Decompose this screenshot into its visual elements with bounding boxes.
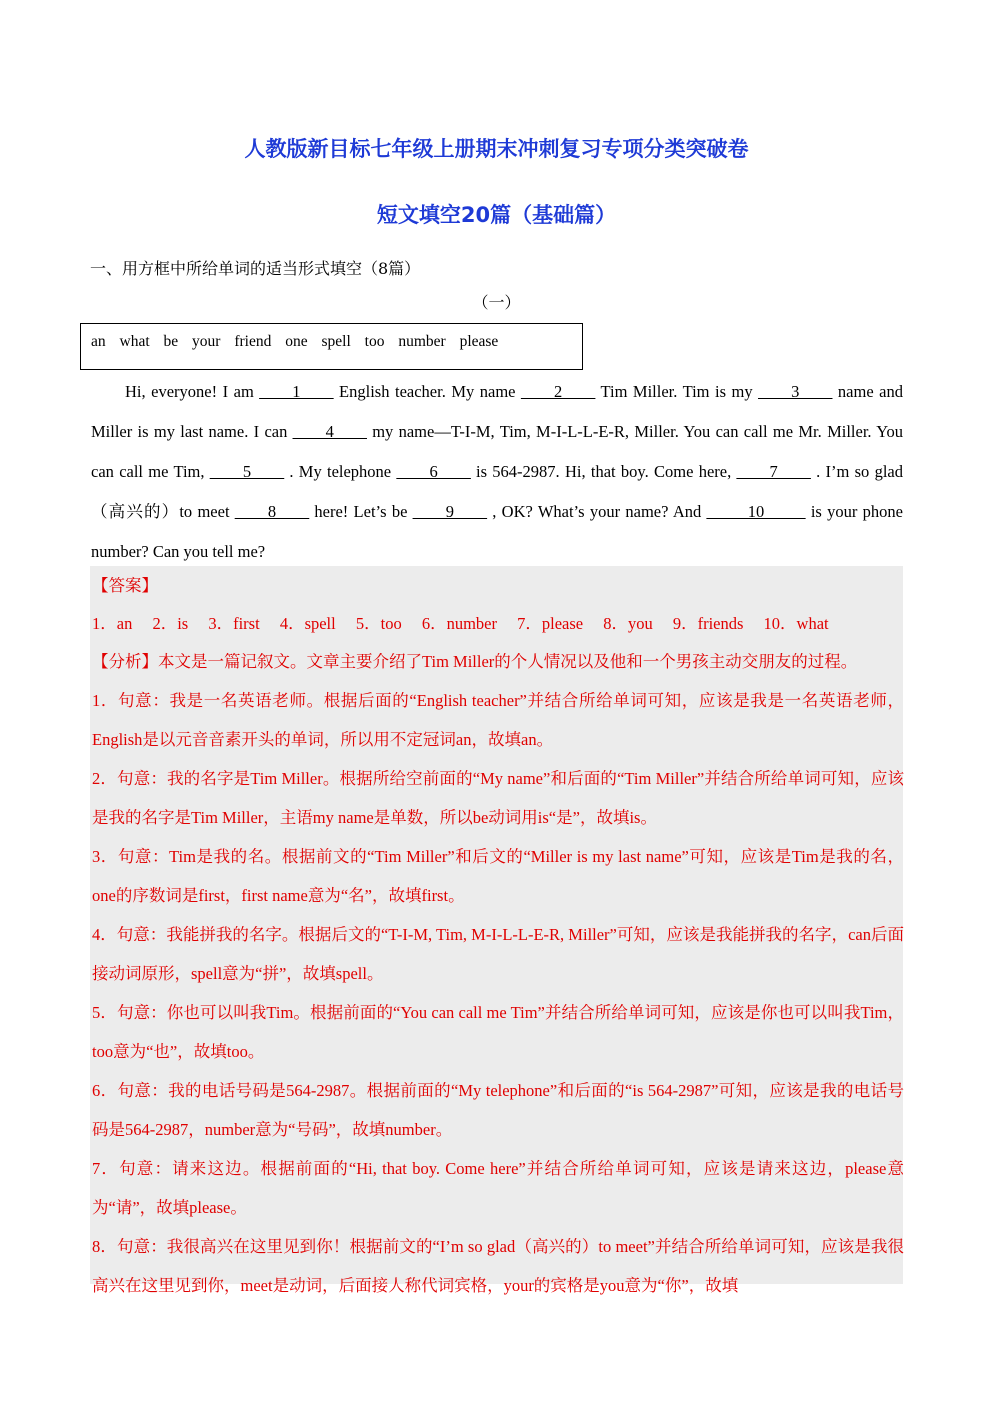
- blank-2: ____2____: [521, 382, 596, 401]
- analysis-item-2: 2．句意：我的名字是Tim Miller。根据所给空前面的“My name”和后面的“Tim Miller”并结合所给单词可知，应该是我的名字是Tim Miller，主语my name是单数，所以be动词用is“是”，故填is。: [92, 769, 904, 827]
- blank-1: ____1____: [259, 382, 334, 401]
- word-box-item: spell: [321, 333, 351, 350]
- answer-item: 2．is: [152, 614, 189, 633]
- blank-4: ____4____: [292, 422, 367, 441]
- word-box: [80, 323, 583, 370]
- passage-text: , OK? What’s your name? And: [486, 502, 707, 521]
- word-box-item: an: [91, 333, 106, 350]
- answer-heading: 【答案】: [92, 576, 158, 595]
- passage-text: . My telephone: [284, 462, 397, 481]
- cloze-passage: [91, 372, 903, 572]
- page-title: 人教版新目标七年级上册期末冲刺复习专项分类突破卷: [244, 137, 749, 161]
- passage-text: name and Miller is my last name. I can: [91, 382, 903, 441]
- answer-item: 6．number: [421, 614, 497, 633]
- passage-text: is 564-2987. Hi, that boy. Come here,: [470, 462, 737, 481]
- word-box-item: your: [192, 333, 221, 350]
- answer-item: 8．you: [603, 614, 653, 633]
- blank-8: ____8____: [234, 502, 310, 521]
- answer-item: 10．what: [763, 614, 829, 633]
- word-box-item: be: [163, 333, 179, 350]
- passage-text: my name—T-I-M, Tim, M-I-L-L-E-R, Miller. You can call me Mr. Miller. You can call me Tim,: [91, 422, 903, 481]
- analysis-item-1: 1．句意：我是一名英语老师。根据后面的“English teacher”并结合所给单词可知，应该是我是一名英语老师，English是以元音音素开头的单词，所以用不定冠词an，故填an。: [92, 691, 904, 749]
- passage-number: （一）: [472, 293, 521, 312]
- analysis-item-4: 4．句意：我能拼我的名字。根据后文的“T-I-M, Tim, M-I-L-L-E-R, Miller”可知，应该是我能拼我的名字，can后面接动词原形，spell意为“拼”，故填spell。: [92, 925, 904, 983]
- blank-6: ____6____: [396, 462, 471, 481]
- blank-10: _____10_____: [706, 502, 806, 521]
- passage-text: . I’m so glad（高兴的）to meet: [91, 462, 903, 521]
- page-subtitle: 短文填空20篇（基础篇）: [376, 203, 617, 227]
- word-box-item: please: [459, 333, 499, 350]
- passage-text: Tim Miller. Tim is my: [595, 382, 759, 401]
- answer-item: 1．an: [92, 614, 133, 633]
- passage-text: here! Let’s be: [309, 502, 413, 521]
- analysis-item-3: 3．句意：Tim是我的名。根据前文的“Tim Miller”和后文的“Miller is my last name”可知，应该是Tim是我的名，one的序数词是first，first name意为“名”，故填first。: [92, 847, 904, 905]
- word-box-item: friend: [234, 333, 272, 350]
- passage-text: English teacher. My name: [333, 382, 522, 401]
- passage-text: Hi, everyone! I am: [125, 382, 260, 401]
- passage-text: is your phone number? Can you tell me?: [91, 502, 903, 561]
- word-box-item: one: [285, 333, 308, 350]
- section-heading: 一、用方框中所给单词的适当形式填空（8篇）: [90, 259, 421, 278]
- analysis-summary: 【分析】本文是一篇记叙文。文章主要介绍了Tim Miller的个人情况以及他和一个男孩主动交朋友的过程。: [92, 652, 858, 671]
- answer-analysis: [92, 642, 904, 1305]
- word-box-item: too: [364, 333, 385, 350]
- analysis-item-5: 5．句意：你也可以叫我Tim。根据前面的“You can call me Tim”并结合所给单词可知，应该是你也可以叫我Tim，too意为“也”，故填too。: [92, 1003, 904, 1061]
- answer-item: 4．spell: [279, 614, 336, 633]
- answer-item: 3．first: [208, 614, 260, 633]
- analysis-item-7: 7．句意：请来这边。根据前面的“Hi, that boy. Come here”并结合所给单词可知，应该是请来这边，please意为“请”，故填please。: [92, 1159, 904, 1217]
- analysis-item-6: 6．句意：我的电话号码是564-2987。根据前面的“My telephone”和后面的“is 564-2987”可知，应该是我的电话号码是564-2987，number意为“号码”，故填number。: [92, 1081, 904, 1139]
- word-box-item: number: [398, 333, 446, 350]
- blank-7: ____7____: [736, 462, 811, 481]
- answer-list: [92, 604, 904, 643]
- analysis-item-8: 8．句意：我很高兴在这里见到你！根据前文的“I’m so glad（高兴的）to meet”并结合所给单词可知，应该是我很高兴在这里见到你，meet是动词，后面接人称代词宾格，your的宾格是you意为“你”，故填: [92, 1237, 904, 1295]
- answer-item: 9．friends: [672, 614, 744, 633]
- blank-9: ____9____: [412, 502, 487, 521]
- answer-item: 5．too: [355, 614, 402, 633]
- word-box-item: what: [119, 333, 150, 350]
- blank-3: ____3____: [758, 382, 833, 401]
- blank-5: ____5____: [209, 462, 285, 481]
- answer-item: 7．please: [517, 614, 584, 633]
